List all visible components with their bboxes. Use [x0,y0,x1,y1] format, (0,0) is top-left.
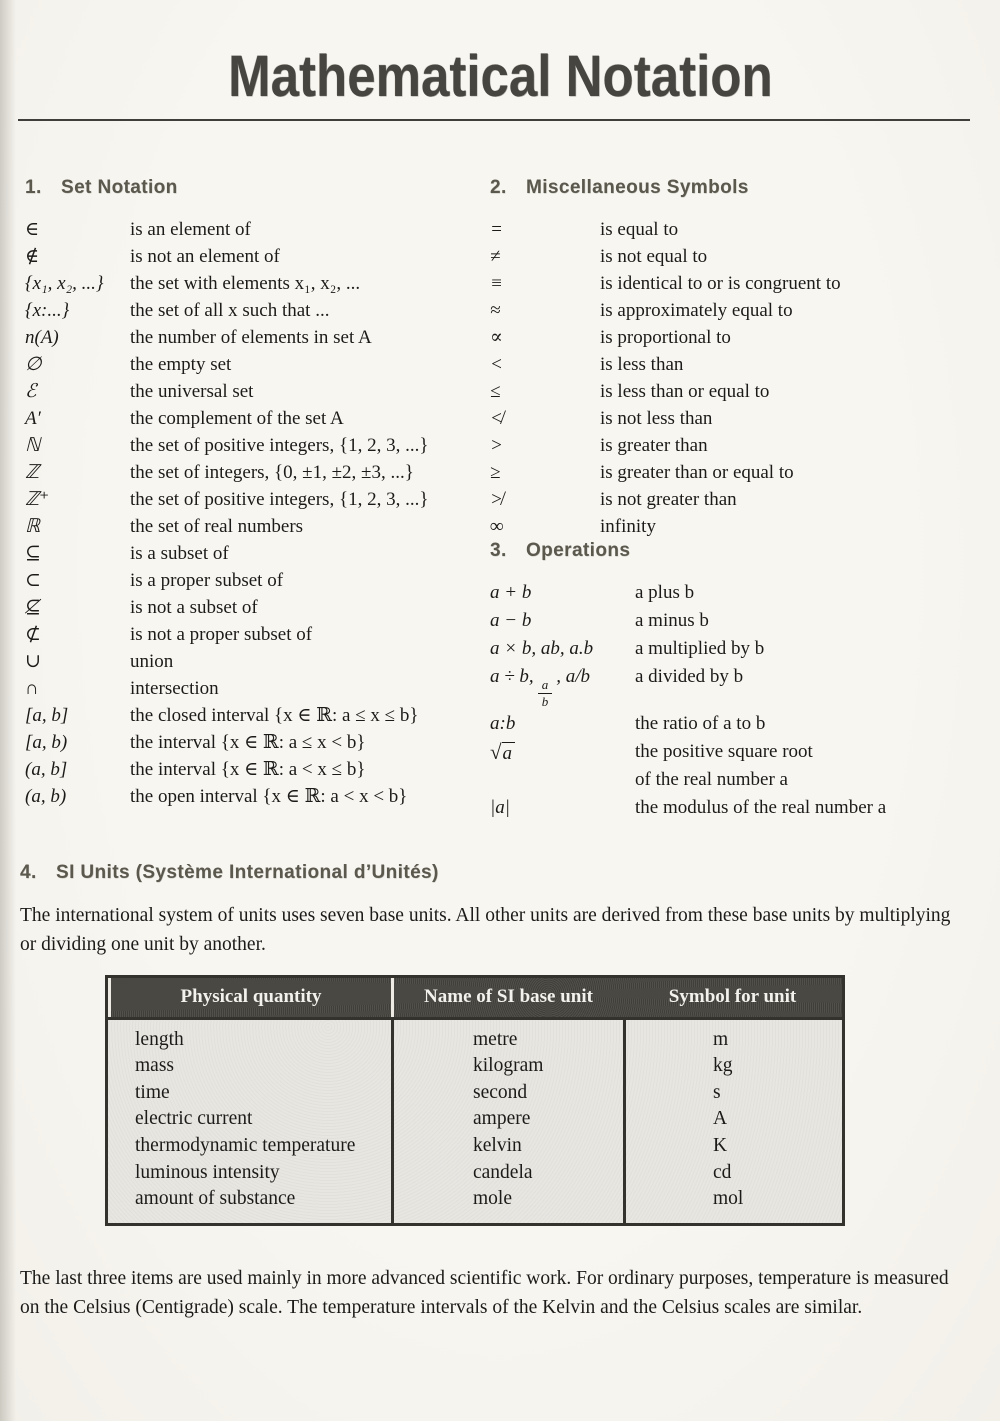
cell-unit-name: ampere [473,1108,531,1130]
notation-description: the set with elements x₁, x₂, ... [130,273,361,294]
notation-description: the complement of the set A [130,408,344,429]
notation-description: is an element of [130,219,251,240]
operation-row [490,635,990,663]
notation-symbol: ℤ [25,462,40,483]
notation-symbol: [a, b) [25,732,68,753]
notation-description: the set of positive integers, {1, 2, 3, ...} [130,435,429,456]
operation-description: a divided by b [635,666,744,687]
notation-description: the set of integers, {0, ±1, ±2, ±3, ...} [130,462,414,483]
section-number: 4. [20,861,37,883]
notation-symbol: ≈ [490,300,501,321]
notation-row [25,567,470,594]
notation-row [25,486,470,513]
operation-row-divide [490,663,990,710]
notation-symbol: ⊆ [25,543,41,564]
table-row [108,1160,842,1187]
notation-row [25,513,470,540]
operation-description: a multiplied by b [635,638,765,659]
notation-row [490,513,990,540]
title-area [0,0,1000,109]
notation-row [25,351,470,378]
notation-symbol: n(A) [25,327,59,348]
operation-description [635,738,990,794]
notation-description: is not less than [600,408,713,429]
notation-description: the set of all x such that ... [130,300,330,321]
radical-sign: √ [490,739,502,764]
section-title: SI Units (Système International d’Unités) [56,861,439,883]
notation-symbol: ∞ [490,516,504,537]
section-number: 1. [25,177,42,198]
notation-description: is approximately equal to [600,300,793,321]
notation-row [25,378,470,405]
cell-unit-symbol: s [713,1081,721,1103]
notation-row [25,297,470,324]
operation-expression [490,738,635,794]
section-title: Set Notation [61,177,178,198]
notation-row [25,675,470,702]
operation-row [490,794,990,822]
operation-expression: a + b [490,582,532,603]
cell-unit-name: kilogram [473,1055,544,1077]
notation-row [25,432,470,459]
notation-symbol: ≯ [490,489,503,510]
operation-expression: a × b, ab, a.b [490,638,594,659]
section-title: Miscellaneous Symbols [526,177,749,198]
notation-row [25,621,470,648]
operation-description: the ratio of a to b [635,712,766,734]
operation-row [490,710,990,738]
cell-unit-name: metre [473,1028,518,1050]
notation-row [25,594,470,621]
notation-symbol: {x:...} [25,300,70,321]
notation-symbol: ⊈ [25,597,41,618]
notation-row [25,243,470,270]
notation-description: is greater than [600,435,708,456]
si-units-outro-paragraph: The last three items are used mainly in more advanced scientific work. For ordinary purposes, temperature is measured on the Celsius (Centigrade) scale. The temperature intervals of the Kelvin and the Celsius scales are similar. [20,1267,949,1319]
notation-description: infinity [600,516,656,537]
notation-row [25,270,470,297]
notation-symbol: ∅ [25,354,42,375]
notation-description: is not a subset of [130,597,258,618]
notation-symbol: ≤ [490,381,501,402]
operation-expression: a:b [490,712,516,734]
notation-description: is a proper subset of [130,570,284,591]
cell-physical-quantity: mass [135,1055,174,1077]
notation-symbol: ∈ [25,219,40,240]
fraction-denominator: b [541,694,549,710]
operation-expression: |a| [490,796,510,818]
cell-physical-quantity: electric current [135,1108,253,1130]
notation-description: the open interval {x ∈ ℝ: a < x < b} [130,786,408,807]
divide-prefix: a ÷ b, [490,666,534,687]
section-misc-symbols [490,177,990,540]
notation-row [490,351,990,378]
si-units-table [105,975,845,1226]
right-column [490,177,990,822]
cell-physical-quantity: thermodynamic temperature [135,1134,356,1156]
operation-row [490,607,990,635]
notation-description: is greater than or equal to [600,462,794,483]
notation-row [490,216,990,243]
notation-symbol: ≮ [490,408,503,429]
section-number: 3. [490,540,507,561]
cell-unit-name: kelvin [473,1134,522,1156]
table-row [108,1133,842,1160]
notation-symbol: ≠ [490,246,501,267]
notation-symbol: ∉ [25,246,40,267]
notation-symbol: > [490,435,503,456]
cell-unit-symbol: K [713,1134,728,1156]
notation-description: the interval {x ∈ ℝ: a ≤ x < b} [130,732,366,753]
notation-symbol: = [490,219,503,240]
cell-unit-name: candela [473,1161,533,1183]
notation-description: the universal set [130,381,254,402]
divide-suffix: , a/b [556,666,590,687]
notation-symbol: ≡ [490,273,503,294]
operation-row-sqrt [490,738,990,794]
fraction-numerator: a [538,678,553,694]
notation-row [25,324,470,351]
notation-description: the empty set [130,354,232,375]
si-units-intro-paragraph: The international system of units uses seven base units. All other units are derived from these base units by multiplying or dividing one unit by another. [20,904,951,955]
si-units-heading [20,862,980,884]
notation-symbol: A′ [25,408,41,429]
notation-row [25,783,470,810]
notation-symbol: ℕ [25,435,41,456]
operation-expression [490,663,635,710]
notation-symbol: [a, b] [25,705,69,726]
cell-physical-quantity: length [135,1028,184,1050]
notation-description: is not an element of [130,246,280,267]
notation-row [25,405,470,432]
notation-row [25,729,470,756]
description-line: the positive square root [635,740,813,762]
cell-unit-name: mole [473,1188,512,1210]
notation-row [490,297,990,324]
column-header: Symbol for unit [668,985,797,1007]
notation-description: the closed interval {x ∈ ℝ: a ≤ x ≤ b} [130,705,419,726]
notation-row [25,540,470,567]
cell-unit-name: second [473,1081,528,1103]
notation-symbol: ℰ [25,381,37,402]
notation-row [490,243,990,270]
notation-description: is equal to [600,219,679,240]
notation-symbol: (a, b) [25,786,67,807]
table-row [108,1053,842,1080]
operations-heading [490,540,990,562]
notation-description: is not equal to [600,246,708,267]
notation-description: the set of real numbers [130,516,304,537]
notation-description: is less than [600,354,684,375]
set-notation-list [25,216,470,810]
notation-description: is identical to or is congruent to [600,273,841,294]
notation-symbol: ∝ [490,327,503,348]
notation-row [490,486,990,513]
cell-unit-symbol: cd [713,1161,732,1183]
table-row [108,1186,842,1213]
notation-symbol: ⊂ [25,570,41,591]
table-header-row [108,978,842,1020]
misc-symbols-heading [490,177,990,199]
notation-symbol: ∪ [25,651,41,672]
column-header: Name of SI base unit [391,978,623,1017]
notation-symbol: ⊄ [25,624,41,645]
notation-description: union [130,651,174,672]
operation-description: a plus b [635,582,695,603]
section-number: 2. [490,177,507,198]
notation-row [25,459,470,486]
radicand: a [502,742,516,764]
section-operations [490,540,990,822]
notation-row [490,378,990,405]
section-set-notation [25,177,470,822]
misc-symbols-list [490,216,990,540]
notation-symbol: ℝ [25,516,41,537]
notation-symbol: < [490,354,503,375]
cell-unit-symbol: kg [713,1055,733,1077]
table-row [108,1080,842,1107]
cell-unit-symbol: A [713,1108,728,1130]
notation-symbol: {x₁, x₂, ...} [25,273,104,294]
notation-description: the set of positive integers, {1, 2, 3, ...} [130,489,429,510]
cell-unit-symbol: m [713,1028,729,1050]
notation-row [490,270,990,297]
notation-row [25,702,470,729]
notation-description: is proportional to [600,327,731,348]
table-row [108,1027,842,1054]
notation-description: the interval {x ∈ ℝ: a < x ≤ b} [130,759,366,780]
operations-list [490,579,990,822]
section-si-units [0,862,1000,1323]
description-line: of the real number a [635,768,788,790]
notation-row [25,648,470,675]
notation-symbol: (a, b] [25,759,68,780]
operation-expression: a − b [490,610,532,631]
cell-unit-symbol: mol [713,1188,744,1210]
notation-symbol: ≥ [490,462,501,483]
operation-description: a minus b [635,610,709,631]
notation-row [25,216,470,243]
notation-description: the number of elements in set A [130,327,372,348]
notation-description: is not greater than [600,489,737,510]
notation-row [490,459,990,486]
table-body [108,1020,842,1223]
notation-description: is not a proper subset of [130,624,313,645]
notation-description: is a subset of [130,543,229,564]
notation-row [490,324,990,351]
cell-physical-quantity: luminous intensity [135,1161,280,1183]
notation-description: intersection [130,678,219,699]
notation-symbol: ∩ [25,678,39,699]
section-title: Operations [526,540,631,561]
title-rule [18,119,970,121]
notation-symbol: ℤ⁺ [25,489,50,510]
table-row [108,1106,842,1133]
notation-row [490,432,990,459]
notation-row [490,405,990,432]
operation-row [490,579,990,607]
operation-description: the modulus of the real number a [635,796,887,818]
fraction [538,678,553,710]
notation-description: is less than or equal to [600,381,770,402]
notation-columns [0,121,1000,822]
set-notation-heading [25,177,470,199]
cell-physical-quantity: amount of substance [135,1188,296,1210]
notation-row [25,756,470,783]
page-title: Mathematical Notation [227,44,773,109]
cell-physical-quantity: time [135,1081,170,1103]
column-header: Physical quantity [108,978,391,1017]
